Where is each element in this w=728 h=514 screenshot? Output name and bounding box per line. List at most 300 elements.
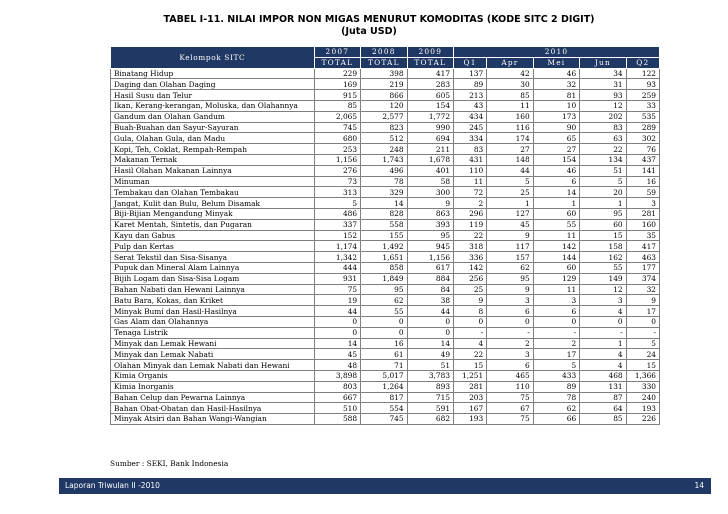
subheader-total-2007: TOTAL <box>314 57 360 68</box>
table-cell: 75 <box>487 414 533 425</box>
row-label: Binatang Hidup <box>111 68 315 79</box>
table-cell: 75 <box>487 392 533 403</box>
table-cell: 931 <box>314 273 360 284</box>
table-cell: 8 <box>454 306 487 317</box>
row-label: Hasil Susu dan Telur <box>111 90 315 101</box>
table-cell: 0 <box>361 316 407 327</box>
table-row <box>111 284 660 295</box>
table-cell: - <box>626 327 659 338</box>
table-cell: 858 <box>361 262 407 273</box>
row-label: Kimia Organis <box>111 370 315 381</box>
table-cell: 3 <box>487 349 533 360</box>
table-cell: 89 <box>454 79 487 90</box>
row-label: Minyak dan Lemak Nabati <box>111 349 315 360</box>
table-row <box>111 316 660 327</box>
table-cell: 605 <box>407 90 453 101</box>
table-cell: - <box>454 327 487 338</box>
table-row <box>111 122 660 133</box>
table-cell: 4 <box>580 349 626 360</box>
table-row <box>111 414 660 425</box>
table-cell: 9 <box>454 295 487 306</box>
table-cell: 5 <box>533 360 579 371</box>
table-cell: 31 <box>580 79 626 90</box>
table-cell: 83 <box>580 122 626 133</box>
subheader-jun: Jun <box>580 57 626 68</box>
table-cell: 745 <box>361 414 407 425</box>
row-label: Pulp dan Kertas <box>111 241 315 252</box>
table-cell: 0 <box>407 316 453 327</box>
table-row <box>111 68 660 79</box>
table-row <box>111 370 660 381</box>
table-cell: 15 <box>626 360 659 371</box>
table-cell: 337 <box>314 219 360 230</box>
subheader-total-2008: TOTAL <box>361 57 407 68</box>
table-cell: 9 <box>487 230 533 241</box>
table-cell: 3 <box>533 295 579 306</box>
table-cell: 0 <box>580 316 626 327</box>
table-cell: 65 <box>533 133 579 144</box>
table-row <box>111 262 660 273</box>
table-cell: 1,743 <box>361 154 407 165</box>
table-cell: 398 <box>361 68 407 79</box>
table-row <box>111 165 660 176</box>
table-cell: 374 <box>626 273 659 284</box>
table-cell: 945 <box>407 241 453 252</box>
table-cell: 95 <box>487 273 533 284</box>
row-label: Minyak Bumi dan Hasil-Hasilnya <box>111 306 315 317</box>
table-cell: 259 <box>626 90 659 101</box>
table-cell: 45 <box>314 349 360 360</box>
table-cell: 219 <box>361 79 407 90</box>
table-cell: 0 <box>407 327 453 338</box>
table-cell: 213 <box>454 90 487 101</box>
table-cell: 60 <box>533 208 579 219</box>
table-cell: 116 <box>487 122 533 133</box>
table-cell: 4 <box>580 306 626 317</box>
table-cell: 276 <box>314 165 360 176</box>
table-cell: 289 <box>626 122 659 133</box>
table-cell: - <box>580 327 626 338</box>
table-cell: 75 <box>314 284 360 295</box>
table-cell: 14 <box>361 198 407 209</box>
table-cell: 915 <box>314 90 360 101</box>
table-cell: 486 <box>314 208 360 219</box>
row-label: Biji-Bijian Mengandung Minyak <box>111 208 315 219</box>
table-cell: 55 <box>580 262 626 273</box>
row-label: Pupuk dan Mineral Alam Lainnya <box>111 262 315 273</box>
table-cell: 3,898 <box>314 370 360 381</box>
table-cell: 110 <box>487 381 533 392</box>
row-label: Serat Tekstil dan Sisa-Sisanya <box>111 252 315 263</box>
table-cell: 3 <box>626 198 659 209</box>
table-cell: 336 <box>454 252 487 263</box>
table-cell: 149 <box>580 273 626 284</box>
table-cell: - <box>533 327 579 338</box>
table-cell: 803 <box>314 381 360 392</box>
table-row <box>111 327 660 338</box>
table-cell: 588 <box>314 414 360 425</box>
table-cell: 14 <box>407 338 453 349</box>
table-cell: 46 <box>533 68 579 79</box>
table-cell: 281 <box>626 208 659 219</box>
footer-page-number: 14 <box>694 481 704 490</box>
table-cell: 591 <box>407 403 453 414</box>
table-cell: 55 <box>533 219 579 230</box>
table-cell: 2 <box>487 338 533 349</box>
table-cell: 12 <box>580 284 626 295</box>
table-cell: 1,156 <box>314 154 360 165</box>
table-cell: 463 <box>626 252 659 263</box>
row-label: Karet Mentah, Sintetis, dan Pugaran <box>111 219 315 230</box>
table-cell: 334 <box>454 133 487 144</box>
table-cell: 48 <box>314 360 360 371</box>
table-cell: 468 <box>580 370 626 381</box>
table-cell: 51 <box>580 165 626 176</box>
row-label: Jangat, Kulit dan Bulu, Belum Disamak <box>111 198 315 209</box>
table-cell: 437 <box>626 154 659 165</box>
table-cell: 95 <box>580 208 626 219</box>
table-cell: 85 <box>314 100 360 111</box>
table-cell: 1 <box>533 198 579 209</box>
table-cell: 44 <box>407 306 453 317</box>
table-row <box>111 403 660 414</box>
table-cell: 11 <box>533 284 579 295</box>
table-cell: 24 <box>626 349 659 360</box>
table-cell: 167 <box>454 403 487 414</box>
row-label: Kimia Inorganis <box>111 381 315 392</box>
table-cell: 1,156 <box>407 252 453 263</box>
table-cell: 44 <box>487 165 533 176</box>
table-cell: 5 <box>626 338 659 349</box>
table-cell: 11 <box>454 176 487 187</box>
table-row <box>111 111 660 122</box>
table-cell: 32 <box>626 284 659 295</box>
table-cell: 157 <box>487 252 533 263</box>
table-cell: 2 <box>454 198 487 209</box>
row-label: Bijih Logam dan Sisa-Sisa Logam <box>111 273 315 284</box>
table-cell: 1,342 <box>314 252 360 263</box>
table-cell: 142 <box>454 262 487 273</box>
table-cell: 6 <box>487 360 533 371</box>
table-cell: 16 <box>626 176 659 187</box>
table-cell: 6 <box>533 306 579 317</box>
table-cell: 554 <box>361 403 407 414</box>
table-cell: 160 <box>487 111 533 122</box>
subheader-total-2009: TOTAL <box>407 57 453 68</box>
table-cell: 745 <box>314 122 360 133</box>
table-cell: 444 <box>314 262 360 273</box>
table-cell: 296 <box>454 208 487 219</box>
table-cell: 131 <box>580 381 626 392</box>
table-cell: 14 <box>533 187 579 198</box>
header-year-2008: 2008 <box>361 47 407 58</box>
table-row <box>111 230 660 241</box>
table-cell: 152 <box>314 230 360 241</box>
row-label: Kopi, Teh, Coklat, Rempah-Rempah <box>111 144 315 155</box>
table-cell: 3 <box>580 295 626 306</box>
table-cell: 5,017 <box>361 370 407 381</box>
row-label: Bahan Celup dan Pewarna Lainnya <box>111 392 315 403</box>
table-cell: 1,251 <box>454 370 487 381</box>
table-cell: 300 <box>407 187 453 198</box>
table-cell: 83 <box>454 144 487 155</box>
table-row <box>111 381 660 392</box>
table-cell: 25 <box>454 284 487 295</box>
table-cell: 393 <box>407 219 453 230</box>
table-row <box>111 306 660 317</box>
table-body <box>111 68 660 424</box>
table-title <box>0 14 728 38</box>
table-cell: 44 <box>314 306 360 317</box>
table-cell: 45 <box>487 219 533 230</box>
table-cell: 510 <box>314 403 360 414</box>
table-cell: - <box>487 327 533 338</box>
row-label: Minyak dan Lemak Hewani <box>111 338 315 349</box>
table-cell: 154 <box>533 154 579 165</box>
table-cell: 117 <box>487 241 533 252</box>
table-cell: 0 <box>626 316 659 327</box>
table-cell: 142 <box>533 241 579 252</box>
table-cell: 465 <box>487 370 533 381</box>
subheader-mei: Mei <box>533 57 579 68</box>
table-cell: 33 <box>626 100 659 111</box>
table-cell: 58 <box>407 176 453 187</box>
table-cell: 127 <box>487 208 533 219</box>
table-cell: 1,366 <box>626 370 659 381</box>
table-cell: 0 <box>314 316 360 327</box>
table-cell: 17 <box>533 349 579 360</box>
table-row <box>111 154 660 165</box>
table-cell: 1 <box>580 338 626 349</box>
table-cell: 43 <box>454 100 487 111</box>
table-cell: 281 <box>454 381 487 392</box>
header-year-2009: 2009 <box>407 47 453 58</box>
row-label: Tembakau dan Olahan Tembakau <box>111 187 315 198</box>
table-cell: 256 <box>454 273 487 284</box>
table-cell: 61 <box>361 349 407 360</box>
row-label: Ikan, Kerang-kerangan, Moluska, dan Olahannya <box>111 100 315 111</box>
table-row <box>111 100 660 111</box>
table-cell: 27 <box>533 144 579 155</box>
table-cell: 1 <box>580 198 626 209</box>
table-cell: 15 <box>454 360 487 371</box>
table-cell: 55 <box>361 306 407 317</box>
table-cell: 330 <box>626 381 659 392</box>
table-cell: 90 <box>533 122 579 133</box>
table-cell: 17 <box>626 306 659 317</box>
table-cell: 1 <box>487 198 533 209</box>
table-cell: 283 <box>407 79 453 90</box>
table-cell: 14 <box>314 338 360 349</box>
table-cell: 95 <box>407 230 453 241</box>
table-cell: 866 <box>361 90 407 101</box>
header-year-2010: 2010 <box>454 47 660 58</box>
table-cell: 120 <box>361 100 407 111</box>
header-year-2007: 2007 <box>314 47 360 58</box>
table-cell: 496 <box>361 165 407 176</box>
table-cell: 35 <box>626 230 659 241</box>
table-cell: 62 <box>487 262 533 273</box>
table-cell: 4 <box>454 338 487 349</box>
table-cell: 87 <box>580 392 626 403</box>
table-cell: 95 <box>361 284 407 295</box>
row-label: Tenaga Listrik <box>111 327 315 338</box>
subheader-q2: Q2 <box>626 57 659 68</box>
table-cell: 62 <box>361 295 407 306</box>
table-row <box>111 338 660 349</box>
table-cell: 62 <box>533 403 579 414</box>
table-cell: 30 <box>487 79 533 90</box>
table-row <box>111 349 660 360</box>
table-cell: 535 <box>626 111 659 122</box>
table-row <box>111 360 660 371</box>
table-cell: 155 <box>361 230 407 241</box>
table-cell: 16 <box>361 338 407 349</box>
table-cell: 46 <box>533 165 579 176</box>
table-cell: 59 <box>626 187 659 198</box>
table-cell: 144 <box>533 252 579 263</box>
table-cell: 134 <box>580 154 626 165</box>
table-cell: 169 <box>314 79 360 90</box>
table-cell: 60 <box>533 262 579 273</box>
table-cell: 0 <box>314 327 360 338</box>
table-cell: 5 <box>580 176 626 187</box>
table-cell: 11 <box>533 230 579 241</box>
table-row <box>111 219 660 230</box>
table-cell: 81 <box>533 90 579 101</box>
table-cell: 51 <box>407 360 453 371</box>
table-cell: 417 <box>626 241 659 252</box>
table-cell: 0 <box>361 327 407 338</box>
table-cell: 78 <box>533 392 579 403</box>
table-cell: 60 <box>580 219 626 230</box>
table-row <box>111 133 660 144</box>
table-cell: 4 <box>580 360 626 371</box>
table-cell: 245 <box>454 122 487 133</box>
row-label: Gula, Olahan Gula, dan Madu <box>111 133 315 144</box>
subheader-q1: Q1 <box>454 57 487 68</box>
table-cell: 9 <box>407 198 453 209</box>
table-cell: 85 <box>580 414 626 425</box>
table-cell: 680 <box>314 133 360 144</box>
row-label: Kayu dan Gabus <box>111 230 315 241</box>
table-cell: 202 <box>580 111 626 122</box>
table-cell: 240 <box>626 392 659 403</box>
table-cell: 119 <box>454 219 487 230</box>
table-title-unit: (Juta USD) <box>341 26 397 37</box>
table-cell: 148 <box>487 154 533 165</box>
table-row <box>111 241 660 252</box>
table-cell: 329 <box>361 187 407 198</box>
row-label: Daging dan Olahan Daging <box>111 79 315 90</box>
table-cell: 431 <box>454 154 487 165</box>
table-cell: 682 <box>407 414 453 425</box>
table-cell: 1,492 <box>361 241 407 252</box>
table-row <box>111 392 660 403</box>
row-label: Buah-Buahan dan Sayur-Sayuran <box>111 122 315 133</box>
table-cell: 5 <box>487 176 533 187</box>
table-cell: 211 <box>407 144 453 155</box>
table-cell: 617 <box>407 262 453 273</box>
table-cell: 302 <box>626 133 659 144</box>
row-label: Minuman <box>111 176 315 187</box>
table-row <box>111 295 660 306</box>
table-cell: 248 <box>361 144 407 155</box>
row-label: Gandum dan Olahan Gandum <box>111 111 315 122</box>
table-cell: 64 <box>580 403 626 414</box>
table-cell: 1,772 <box>407 111 453 122</box>
table-cell: 71 <box>361 360 407 371</box>
table-cell: 401 <box>407 165 453 176</box>
table-cell: 884 <box>407 273 453 284</box>
table-cell: 694 <box>407 133 453 144</box>
table-cell: 129 <box>533 273 579 284</box>
table-cell: 93 <box>580 90 626 101</box>
import-table <box>110 46 660 425</box>
table-cell: 66 <box>533 414 579 425</box>
table-cell: 193 <box>626 403 659 414</box>
table-row <box>111 144 660 155</box>
table-row <box>111 198 660 209</box>
table-cell: 27 <box>487 144 533 155</box>
table-cell: 2,065 <box>314 111 360 122</box>
table-cell: 2,577 <box>361 111 407 122</box>
table-cell: 2 <box>533 338 579 349</box>
table-cell: 20 <box>580 187 626 198</box>
table-cell: 193 <box>454 414 487 425</box>
table-cell: 828 <box>361 208 407 219</box>
table-cell: 63 <box>580 133 626 144</box>
table-cell: 3 <box>487 295 533 306</box>
table-cell: 174 <box>487 133 533 144</box>
table-cell: 162 <box>580 252 626 263</box>
subheader-apr: Apr <box>487 57 533 68</box>
table-cell: 433 <box>533 370 579 381</box>
table-row <box>111 187 660 198</box>
table-cell: 19 <box>314 295 360 306</box>
table-cell: 154 <box>407 100 453 111</box>
table-cell: 313 <box>314 187 360 198</box>
header-kelompok: Kelompok SITC <box>111 47 315 69</box>
table-cell: 715 <box>407 392 453 403</box>
table-cell: 1,678 <box>407 154 453 165</box>
table-cell: 0 <box>533 316 579 327</box>
table-cell: 158 <box>580 241 626 252</box>
row-label: Bahan Nabati dan Hewani Lainnya <box>111 284 315 295</box>
table-cell: 0 <box>487 316 533 327</box>
table-cell: 558 <box>361 219 407 230</box>
table-cell: 3,783 <box>407 370 453 381</box>
table-cell: 38 <box>407 295 453 306</box>
table-cell: 6 <box>487 306 533 317</box>
table-cell: 84 <box>407 284 453 295</box>
row-label: Hasil Olahan Makanan Lainnya <box>111 165 315 176</box>
table-cell: 110 <box>454 165 487 176</box>
table-cell: 667 <box>314 392 360 403</box>
table-cell: 226 <box>626 414 659 425</box>
table-cell: 512 <box>361 133 407 144</box>
table-row <box>111 90 660 101</box>
row-label: Makanan Ternak <box>111 154 315 165</box>
table-cell: 823 <box>361 122 407 133</box>
table-cell: 73 <box>314 176 360 187</box>
table-cell: 9 <box>487 284 533 295</box>
table-cell: 0 <box>454 316 487 327</box>
source-note: Sumber : SEKI, Bank Indonesia <box>110 459 229 468</box>
table-row <box>111 208 660 219</box>
table-cell: 253 <box>314 144 360 155</box>
table-cell: 49 <box>407 349 453 360</box>
